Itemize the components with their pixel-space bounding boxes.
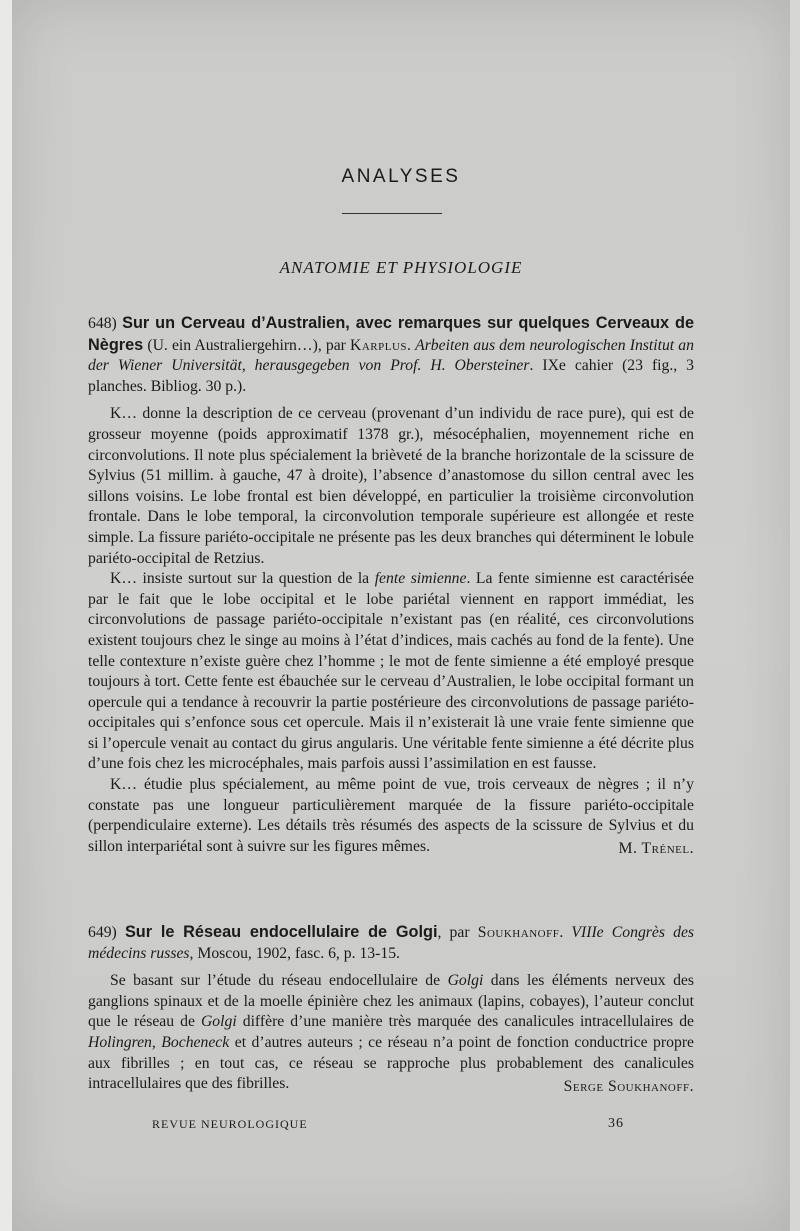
citation-mid: . (559, 924, 572, 941)
emphasis: Golgi (447, 972, 484, 990)
paragraph-text: diffère d’une manière très marquée des canalicules intracellulaires de (236, 1013, 694, 1031)
signature: Serge Soukhanoff. (563, 1077, 694, 1095)
paragraph-text: K… insiste surtout sur la question de la (110, 570, 375, 588)
paragraph: K… donne la description de ce cerveau (provenant d’un individu de race pure), qui est de grosseur moyenne (poids approximatif 1378 gr.), mésocéphalien, moyennement riche en circonvolutions. Il note plus spécialement la brièveté de la branche horizontale de la scissure de Sylvius (51 millim. à gauche, 47 à droite), l’absence d’anastomose du sillon central avec les sillons voisins. Le lobe frontal est bien développé, en particulier la troisième circonvolution frontale. Dans le lobe temporal, la circonvolution temporale supérieure est allongée et reste simple. La fissure pariéto-occipitale ne présente pas les deux branches qui déterminent le lobule pariéto-occipital de Retzius. (88, 405, 694, 567)
journal-footer: REVUE NEUROLOGIQUE (152, 1117, 308, 1131)
article-number: 648) (88, 315, 117, 332)
paragraph-text: et d’autres auteurs ; ce réseau n’a point de fonction conductrice propre aux fibrilles ; en tout cas, ce réseau se rapproche plus probablement des canalicules intracellulaires que des fibrilles. (88, 1033, 695, 1093)
paragraph-text: dans les éléments nerveux des ganglions spinaux et de la moelle épinière chez les animaux (lapins, cobayes), l’auteur conclut que le réseau de (88, 972, 694, 1031)
page-number: 36 (608, 1116, 624, 1131)
citation-post: . IXe cahier (23 fig., 3 planches. Bibliog. 30 p.). (88, 357, 694, 395)
page-footer (152, 1117, 624, 1132)
left-margin (0, 0, 12, 1231)
citation-post: , Moscou, 1902, fasc. 6, p. 13-15. (189, 944, 400, 962)
article-648-header (88, 313, 694, 397)
heading-rule (342, 213, 442, 214)
paragraph (88, 569, 694, 775)
paragraph-text: . La fente simienne est caractérisée par le fait que le lobe occipital et le lobe pariétal viennent en rapport immédiat, les circonvolutions de passage pariéto-occipitale n’existant pas (en réalité, ces circonvolutions existent toujours chez le singe au moins à l’état d’indices, mais cachés au fond de la fente). Une telle contexture n’existe guère chez l’homme ; le mot de fente simienne a été employé presque toujours à tort. Cette fente est ébauchée sur le cerveau d’Australien, le lobe occipital formant un opercule qui a tendance à recouvrir la partie postérieure des circonvolutions de passage pariéto-occipitales qui s’enfonce sous cet opercule. Mais il n’existerait là une vraie fente simienne que si l’opercule venait au contact du girus angularis. Une véritable fente simienne a été décrite plus d’une fois chez les microcéphales, mais parfois aussi l’assimilation en est fausse. (88, 570, 694, 773)
article-649-header (88, 922, 694, 964)
paragraph-text: Se basant sur l’étude du réseau endocellulaire de (110, 972, 448, 990)
section-title: ANATOMIE ET PHYSIOLOGIE (279, 258, 523, 277)
article-648 (88, 313, 694, 860)
article-title: Sur un Cerveau d’Australien, avec remarques sur quelques Cerveaux de Nègres (88, 314, 695, 354)
citation-pre: , par (437, 924, 478, 941)
emphasis: Golgi (200, 1013, 237, 1031)
journal-name: Arbeiten aus dem neurologischen Institut an der Wiener Universität, herausgegeben von Prof. H. Obersteiner (88, 336, 694, 375)
article-title: Sur le Réseau endocellulaire de Golgi (124, 923, 438, 941)
article-number: 649) (88, 924, 117, 941)
page-heading: ANALYSES (341, 166, 461, 187)
emphasis: Holingren, Bocheneck (88, 1033, 230, 1051)
author-name: Soukhanoff (477, 924, 560, 941)
page (12, 0, 790, 1231)
citation-pre: (U. ein Australiergehirn…), par (143, 336, 351, 354)
signature: M. Trénel. (618, 840, 694, 858)
author-name: Karplus (350, 336, 408, 354)
paragraph: K… étudie plus spécialement, au même point de vue, trois cerveaux de nègres ; il n’y constate pas une longueur particulièrement marquée de la fissure pariéto-occipitale (perpendiculaire externe). Les détails très résumés des aspects de la scissure de Sylvius et du sillon interpariétal sont à suivre sur les figures mêmes. (88, 776, 694, 855)
article-649 (88, 922, 694, 1097)
citation-mid: . (407, 336, 416, 354)
emphasis: fente simienne (374, 570, 467, 588)
journal-name: VIIIe Congrès des médecins russes (88, 924, 695, 962)
